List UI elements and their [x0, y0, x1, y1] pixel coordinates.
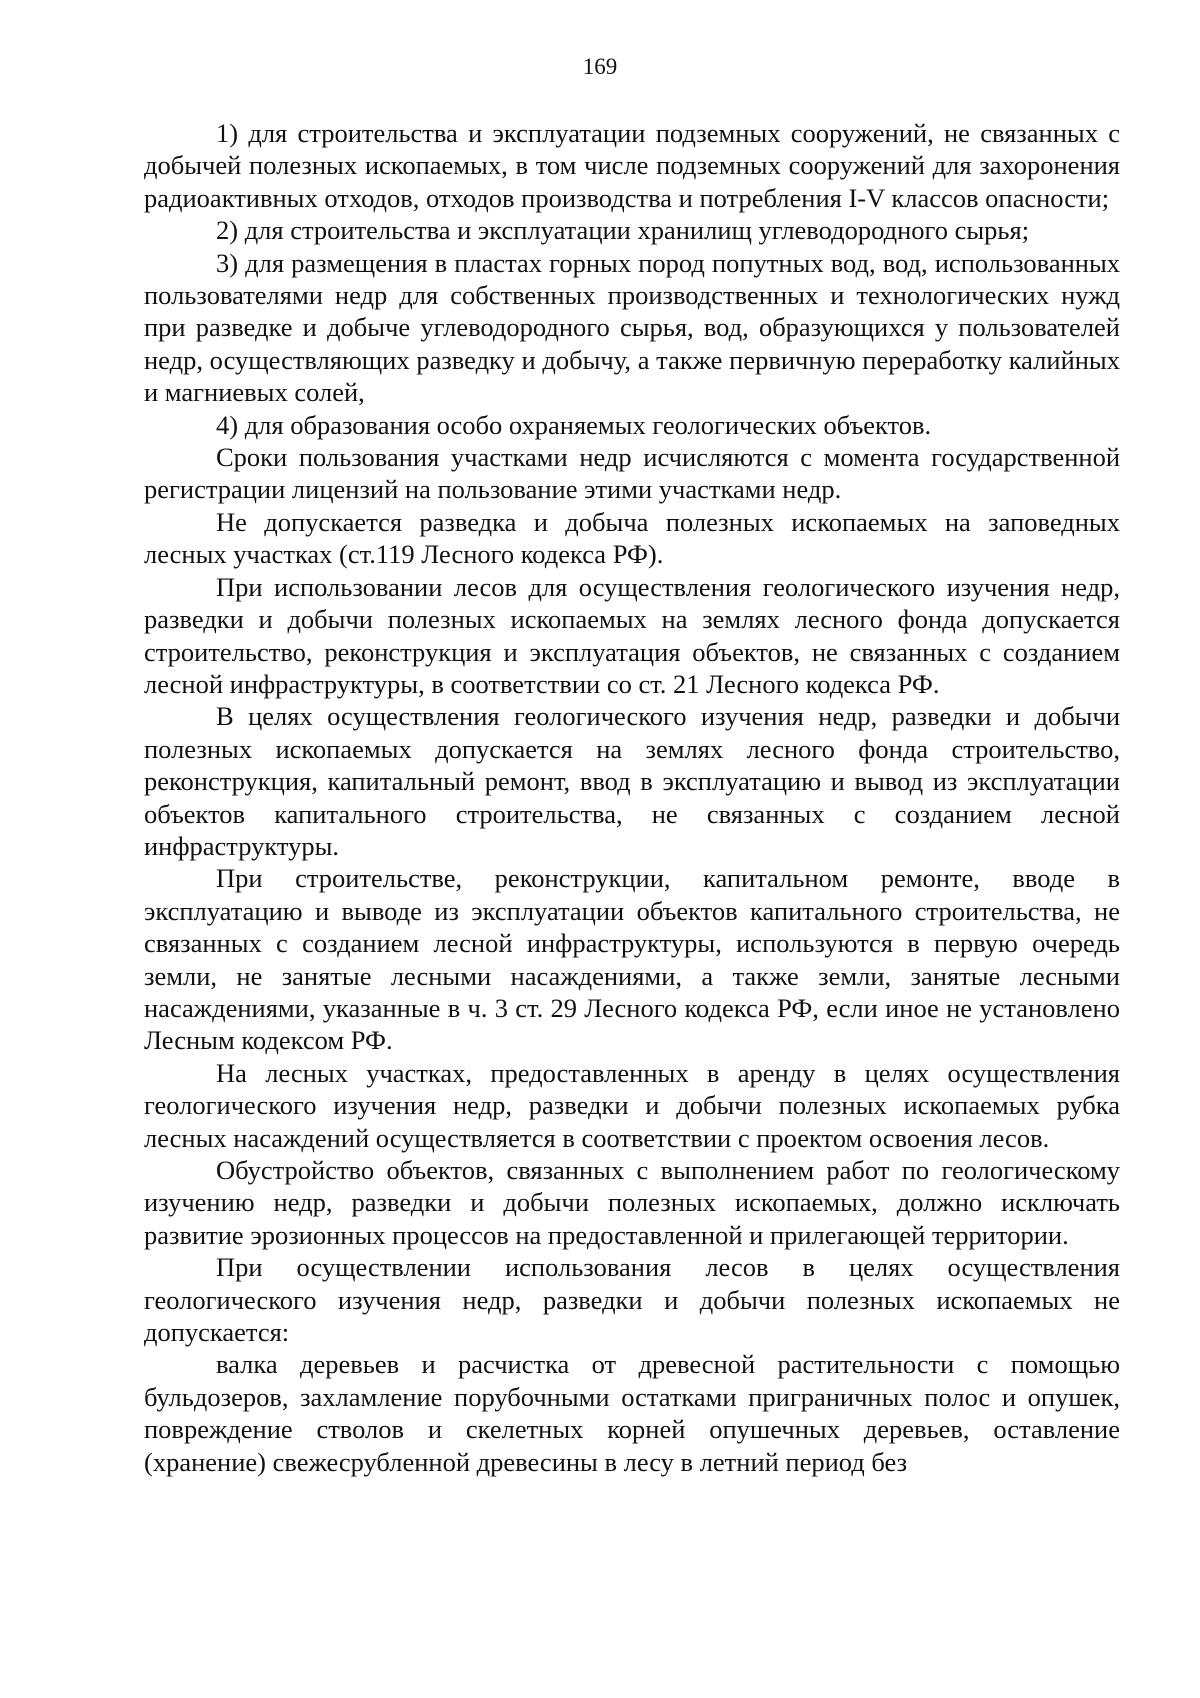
paragraph-reserves: Не допускается разведка и добыча полезных ископаемых на заповедных лесных участках (ст.119 Лесного кодекса РФ). [144, 506, 1120, 570]
paragraph-terms: Сроки пользования участками недр исчисляются с момента государственной регистрации лицензий на пользование этими участками недр. [144, 442, 1120, 505]
paragraph-item-1: 1) для строительства и эксплуатации подземных сооружений, не связанных с добычей полезных ископаемых, в том числе подземных сооружений для захоронения радиоактивных отходов, отходов производства и потребления I-V классов опасности; [144, 118, 1120, 213]
paragraph-prohibited-list: валка деревьев и расчистка от древесной растительности с помощью бульдозеров, захламление порубочными остатками приграничных полос и опушек, повреждение стволов и скелетных корней опушечных деревьев, оставление (хранение) свежесрубленной древесины в лесу в летний период без [144, 1349, 1120, 1477]
paragraph-construction-allowed: В целях осуществления геологического изучения недр, разведки и добычи полезных ископаемых допускается на землях лесного фонда строительство, реконструкция, капитальный ремонт, ввод в эксплуатацию и вывод из эксплуатации объектов капитального строительства, не связанных с созданием лесной инфраструктуры. [144, 701, 1120, 861]
paragraph-prohibited-intro: При осуществлении использования лесов в целях осуществления геологического изучения недр, разведки и добычи полезных ископаемых не допускается: [144, 1252, 1120, 1348]
paragraph-item-3: 3) для размещения в пластах горных пород попутных вод, вод, использованных пользователями недр для собственных производственных и технологических нужд при разведке и добыче углеводородного сырья, вод, образующихся у пользователей недр, осуществляющих разведку и добычу, а также первичную переработку калийных и магниевых солей, [144, 247, 1120, 408]
paragraph-item-4: 4) для образования особо охраняемых геологических объектов. [216, 409, 932, 440]
paragraph-erosion: Обустройство объектов, связанных с выполнением работ по геологическому изучению недр, разведки и добычи полезных ископаемых, должно исключать развитие эрозионных процессов на предоставленной и прилегающей территории. [144, 1155, 1120, 1250]
page-number: 169 [582, 54, 618, 79]
document-body [144, 117, 1120, 1478]
paragraph-item-2: 2) для строительства и эксплуатации хранилищ углеводородного сырья; [216, 215, 1030, 246]
paragraph-land-priority: При строительстве, реконструкции, капитальном ремонте, вводе в эксплуатацию и выводе из эксплуатации объектов капитального строительства, не связанных с созданием лесной инфраструктуры, используются в первую очередь земли, не занятые лесными насаждениями, а также земли, занятые лесными насаждениями, указанные в ч. 3 ст. 29 Лесного кодекса РФ, если иное не установлено Лесным кодексом РФ. [144, 863, 1120, 1056]
paragraph-forest-use: При использовании лесов для осуществления геологического изучения недр, разведки и добычи полезных ископаемых на землях лесного фонда допускается строительство, реконструкция и эксплуатация объектов, не связанных с созданием лесной инфраструктуры, в соответствии со ст. 21 Лесного кодекса РФ. [144, 571, 1120, 699]
paragraph-leased-plots: На лесных участках, предоставленных в аренду в целях осуществления геологического изучения недр, разведки и добычи полезных ископаемых рубка лесных насаждений осуществляется в соответствии с проектом освоения лесов. [144, 1057, 1120, 1153]
